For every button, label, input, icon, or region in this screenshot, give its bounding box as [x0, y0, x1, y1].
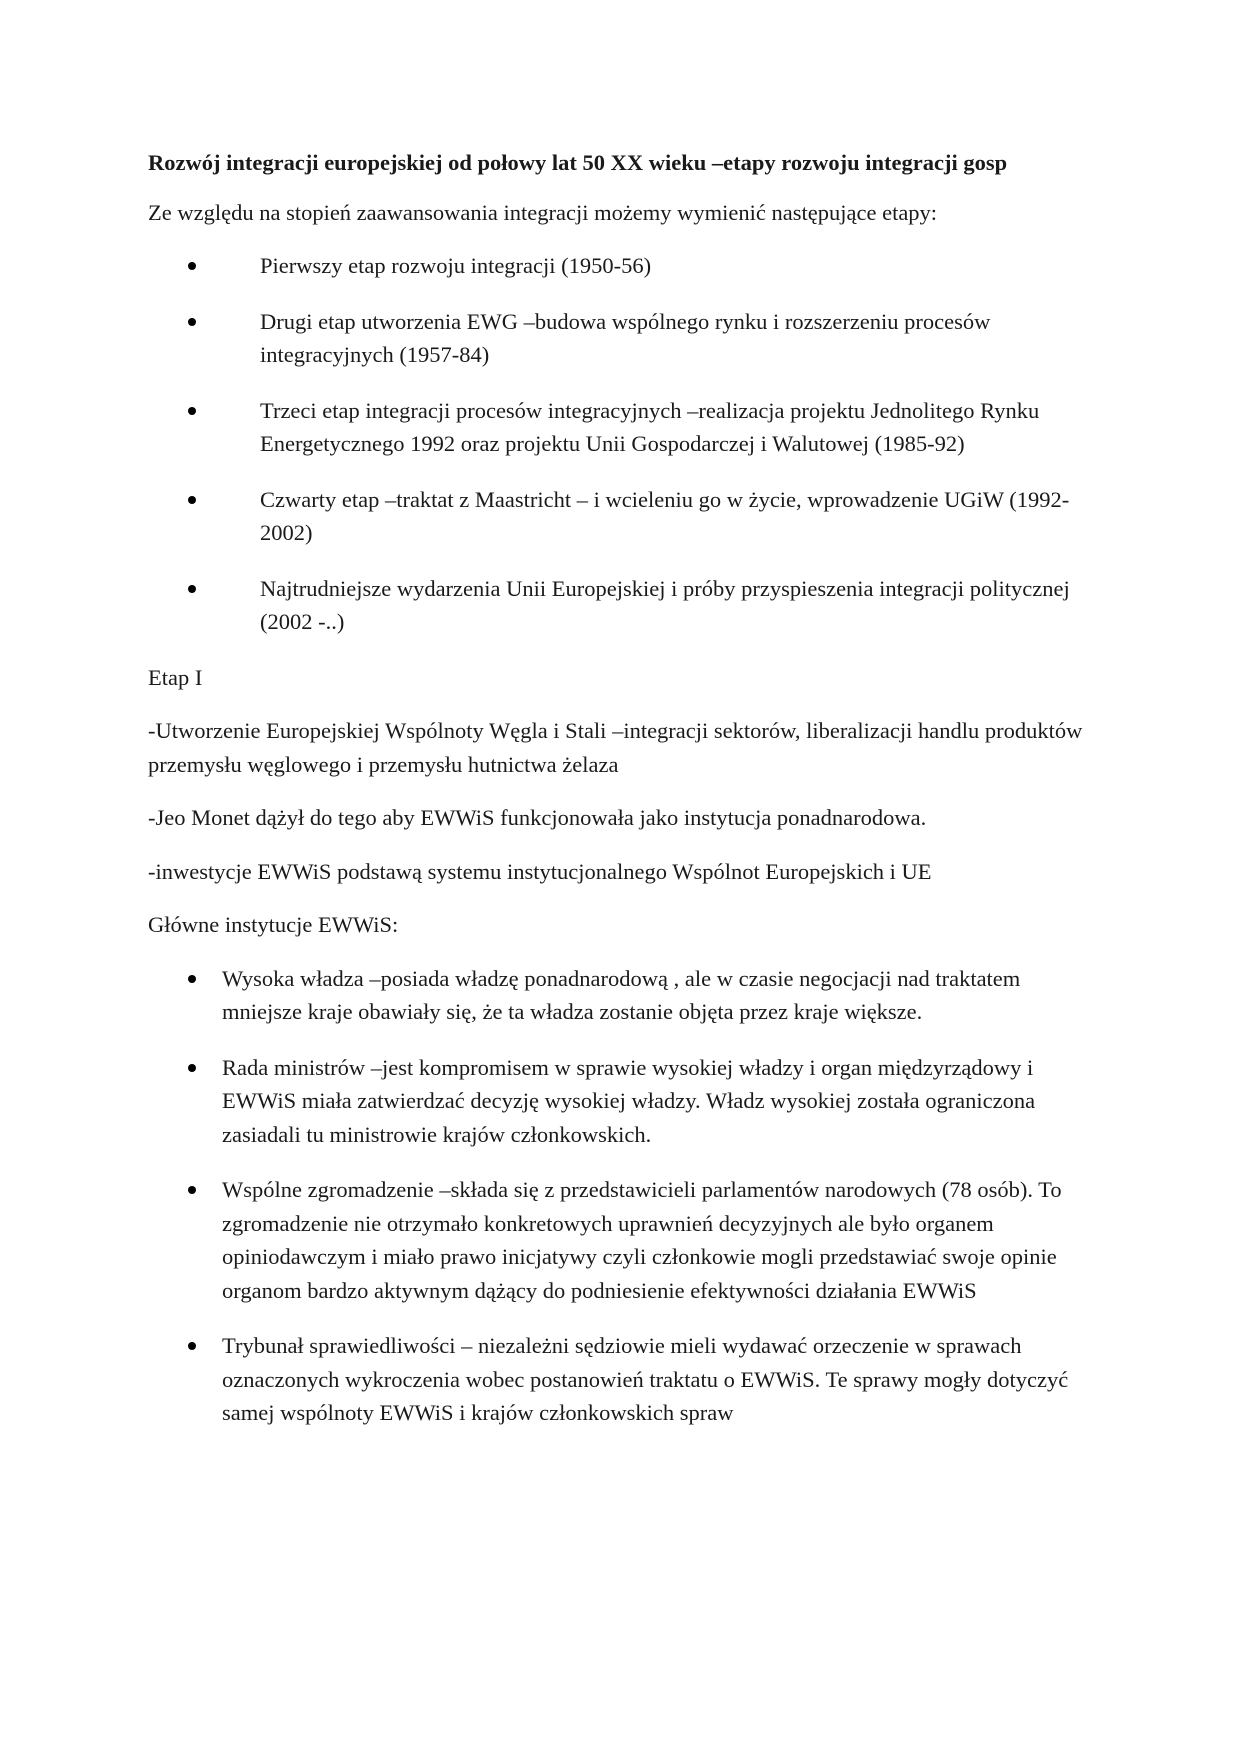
bullet-icon	[188, 975, 196, 983]
institution-text: Wysoka władza –posiada władzę ponadnarodową , ale w czasie negocjacji nad traktatem mniejsze kraje obawiały się, że ta władza zostanie objęta przez kraje większe.	[222, 965, 1021, 1024]
bullet-icon	[188, 262, 196, 270]
list-item	[148, 1173, 1098, 1307]
bullet-icon	[188, 407, 196, 415]
stage-text: Pierwszy etap rozwoju integracji (1950-56)	[260, 253, 652, 278]
list-item	[148, 962, 1098, 1029]
list-item	[148, 483, 1098, 550]
list-item	[148, 1051, 1098, 1152]
list-item	[148, 305, 1098, 372]
section-label: Etap I	[148, 664, 203, 690]
bullet-icon	[188, 496, 196, 504]
bullet-icon	[188, 1342, 196, 1350]
institutions-list	[148, 962, 1098, 1430]
institution-text: Wspólne zgromadzenie –składa się z przedstawicieli parlamentów narodowych (78 osób). To zgromadzenie nie otrzymało konkretowych uprawnień decyzyjnych ale było organem opiniodawczym i miało prawo inicjatywy czyli członkowie mogli przedstawiać swoje opinie organom bardzo aktywnym dążący do podniesienie efektywności działania EWWiS	[222, 1177, 1062, 1303]
intro-paragraph: Ze względu na stopień zaawansowania integracji możemy wymienić następujące etapy:	[148, 199, 938, 225]
list-item	[148, 394, 1098, 461]
body-paragraph: -Jeo Monet dążył do tego aby EWWiS funkcjonowała jako instytucja ponadnarodowa.	[148, 805, 927, 830]
body-paragraph: -Utworzenie Europejskiej Wspólnoty Węgla i Stali –integracji sektorów, liberalizacji handlu produktów przemysłu węglowego i przemysłu hutnictwa żelaza	[148, 718, 1083, 777]
bullet-icon	[188, 1186, 196, 1194]
stage-text: Najtrudniejsze wydarzenia Unii Europejskiej i próby przyspieszenia integracji politycznej (2002 -..)	[260, 575, 1070, 634]
institution-text: Rada ministrów –jest kompromisem w sprawie wysokiej władzy i organ międzyrządowy i EWWiS miała zatwierdzać decyzję wysokiej władzy. Władz wysokiej została ograniczona zasiadali tu ministrowie krajów członkowskich.	[222, 1054, 1036, 1147]
institutions-label: Główne instytucje EWWiS:	[148, 912, 399, 937]
bullet-icon	[188, 1064, 196, 1072]
stage-text: Trzeci etap integracji procesów integracyjnych –realizacja projektu Jednolitego Rynku Energetycznego 1992 oraz projektu Unii Gospodarczej i Walutowej (1985-92)	[260, 397, 1040, 456]
stages-list	[148, 249, 1098, 639]
bullet-icon	[188, 585, 196, 593]
list-item	[148, 1329, 1098, 1430]
document-body	[148, 146, 1098, 1452]
stage-text: Drugi etap utworzenia EWG –budowa wspólnego rynku i rozszerzeniu procesów integracyjnych (1957-84)	[260, 308, 991, 367]
bullet-icon	[188, 318, 196, 326]
list-item	[148, 572, 1098, 639]
institution-text: Trybunał sprawiedliwości – niezależni sędziowie mieli wydawać orzeczenie w sprawach oznaczonych wykroczenia wobec postanowień traktatu o EWWiS. Te sprawy mogły dotyczyć samej wspólnoty EWWiS i krajów członkowskich spraw	[222, 1333, 1069, 1425]
list-item	[148, 249, 1098, 283]
document-title: Rozwój integracji europejskiej od połowy lat 50 XX wieku –etapy rozwoju integracji gosp	[148, 150, 1008, 175]
stage-text: Czwarty etap –traktat z Maastricht – i wcieleniu go w życie, wprowadzenie UGiW (1992-2002)	[260, 486, 1070, 545]
body-paragraph: -inwestycje EWWiS podstawą systemu instytucjonalnego Wspólnot Europejskich i UE	[148, 858, 932, 884]
